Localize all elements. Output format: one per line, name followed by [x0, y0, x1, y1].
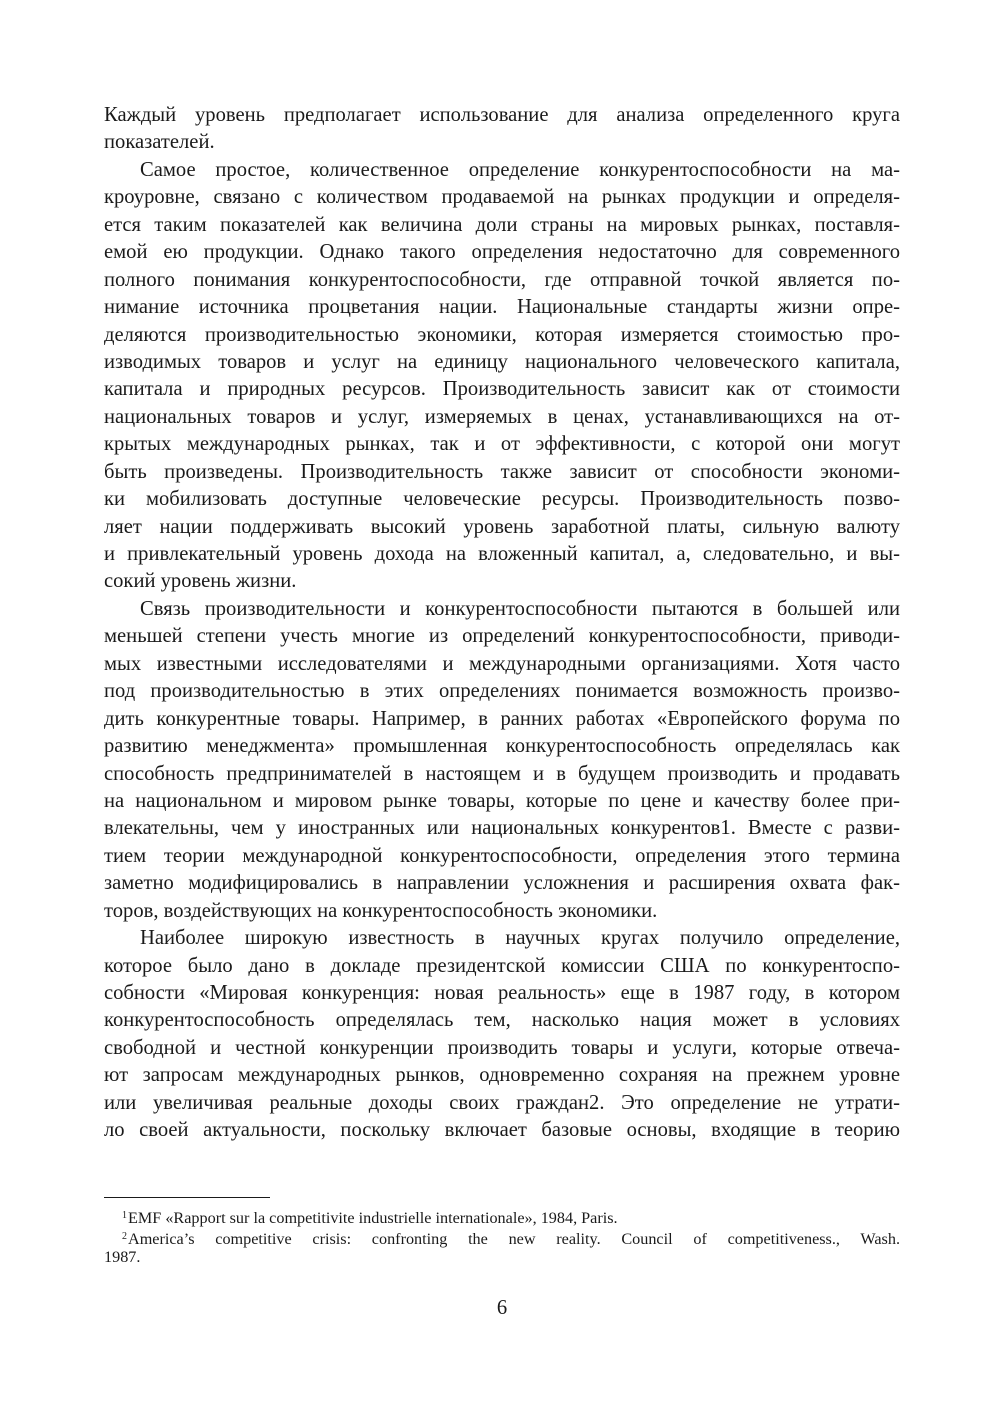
text-line: кроуровне, связано с количеством продаваемой на рынках продукции и определя-	[104, 186, 900, 209]
footnotes	[104, 1206, 900, 1268]
text-line: ляет нации поддерживать высокий уровень заработной платы, сильную валюту	[104, 515, 900, 538]
footnote-text: EMF «Rapport sur la competitivite industrielle internationale», 1984, Paris.	[128, 1209, 618, 1227]
text-line: быть произведены. Производительность также зависит от способности экономи-	[104, 460, 900, 483]
text-line: полного понимания конкурентоспособности, где отправной точкой является по-	[104, 268, 900, 291]
text-line: заметно модифицировались в направлении усложнения и расширения охвата фак-	[104, 872, 900, 895]
text-line: развитию менеджмента» промышленная конкурентоспособность определялась как	[104, 735, 900, 758]
page-body	[104, 102, 900, 1145]
paragraph	[104, 157, 900, 596]
text-line: под производительностью в этих определениях понимается возможность произво-	[104, 680, 900, 703]
text-line: собности «Мировая конкуренция: новая реальность» еще в 1987 году, в котором	[104, 982, 900, 1004]
text-line: крытых международных рынках, так и от эффективности, с которой они могут	[104, 433, 900, 456]
text-line: способность предпринимателей в настоящем и в будущем производить и продавать	[104, 762, 900, 785]
text-line: Связь производительности и конкурентоспособности пытаются в большей или	[140, 597, 900, 620]
text-line: Самое простое, количественное определение конкурентоспособности на ма-	[140, 158, 900, 181]
footnote-marker: 2	[122, 1230, 127, 1242]
page-number: 6	[496, 1297, 508, 1319]
text-line: на национальном и мировом рынке товары, которые по цене и качеству более при-	[104, 789, 900, 812]
text-line: нимание источника процветания нации. Национальные стандарты жизни опре-	[104, 296, 900, 319]
text-line: или увеличивая реальные доходы своих граждан2. Это определение не утрати-	[104, 1091, 900, 1114]
text-line: национальных товаров и услуг, измеряемых в ценах, устанавливающихся на от-	[104, 405, 900, 428]
text-line: Каждый уровень предполагает использование для анализа определенного круга	[104, 104, 900, 126]
paragraph	[104, 925, 900, 1145]
text-line: которое было дано в докладе президентской комиссии США по конкурентоспо-	[104, 954, 900, 977]
text-line: емой ею продукции. Однако такого определения недостаточно для современного	[104, 241, 900, 264]
text-line: торов, воздействующих на конкурентоспособность экономики.	[104, 899, 658, 922]
text-line: изводимых товаров и услуг на единицу национального человеческого капитала,	[104, 350, 900, 373]
text-line: ют запросам международных рынков, одновременно сохраняя на прежнем уровне	[104, 1064, 900, 1087]
text-line: ется таким показателей как величина доли страны на мировых рынках, поставля-	[104, 213, 900, 236]
paragraph	[104, 596, 900, 925]
text-line: свободной и честной конкуренции производить товары и услуги, которые отвеча-	[104, 1036, 900, 1059]
text-line: Наиболее широкую известность в научных кругах получило определение,	[140, 927, 900, 950]
text-line: ло своей актуальности, поскольку включает базовые основы, входящие в теорию	[104, 1119, 900, 1142]
footnote-1	[104, 1206, 900, 1227]
text-line: ки мобилизовать доступные человеческие ресурсы. Производительность позво-	[104, 488, 900, 511]
text-line: дить конкурентные товары. Например, в ранних работах «Европейского форума по	[104, 707, 900, 730]
footnote-2-continuation: 1987.	[104, 1248, 141, 1266]
text-line: меньшей степени учесть многие из определений конкурентоспособности, приводи-	[104, 625, 900, 648]
footnote-separator	[104, 1197, 270, 1198]
text-line: деляются производительностью экономики, которая измеряется стоимостью про-	[104, 323, 900, 346]
text-line: конкурентоспособность определялась тем, насколько нация может в условиях	[104, 1009, 900, 1032]
text-line: сокий уровень жизни.	[104, 570, 297, 593]
footnote-text: America’s competitive crisis: confronting the new reality. Council of competitiveness., Wash.	[128, 1229, 900, 1248]
text-line: капитала и природных ресурсов. Производительность зависит как от стоимости	[104, 378, 900, 401]
text-line: влекательны, чем у иностранных или национальных конкурентов1. Вместе с разви-	[104, 817, 900, 840]
footnote-marker: 1	[122, 1210, 127, 1221]
text-line: показателей.	[104, 131, 215, 154]
text-line: тием теории международной конкурентоспособности, определения этого термина	[104, 844, 900, 867]
text-line: и привлекательный уровень дохода на вложенный капитал, а, следовательно, и вы-	[104, 543, 900, 565]
paragraph	[104, 102, 900, 157]
footnote-2	[104, 1227, 900, 1248]
text-line: мых известными исследователями и международными организациями. Хотя часто	[104, 652, 900, 675]
